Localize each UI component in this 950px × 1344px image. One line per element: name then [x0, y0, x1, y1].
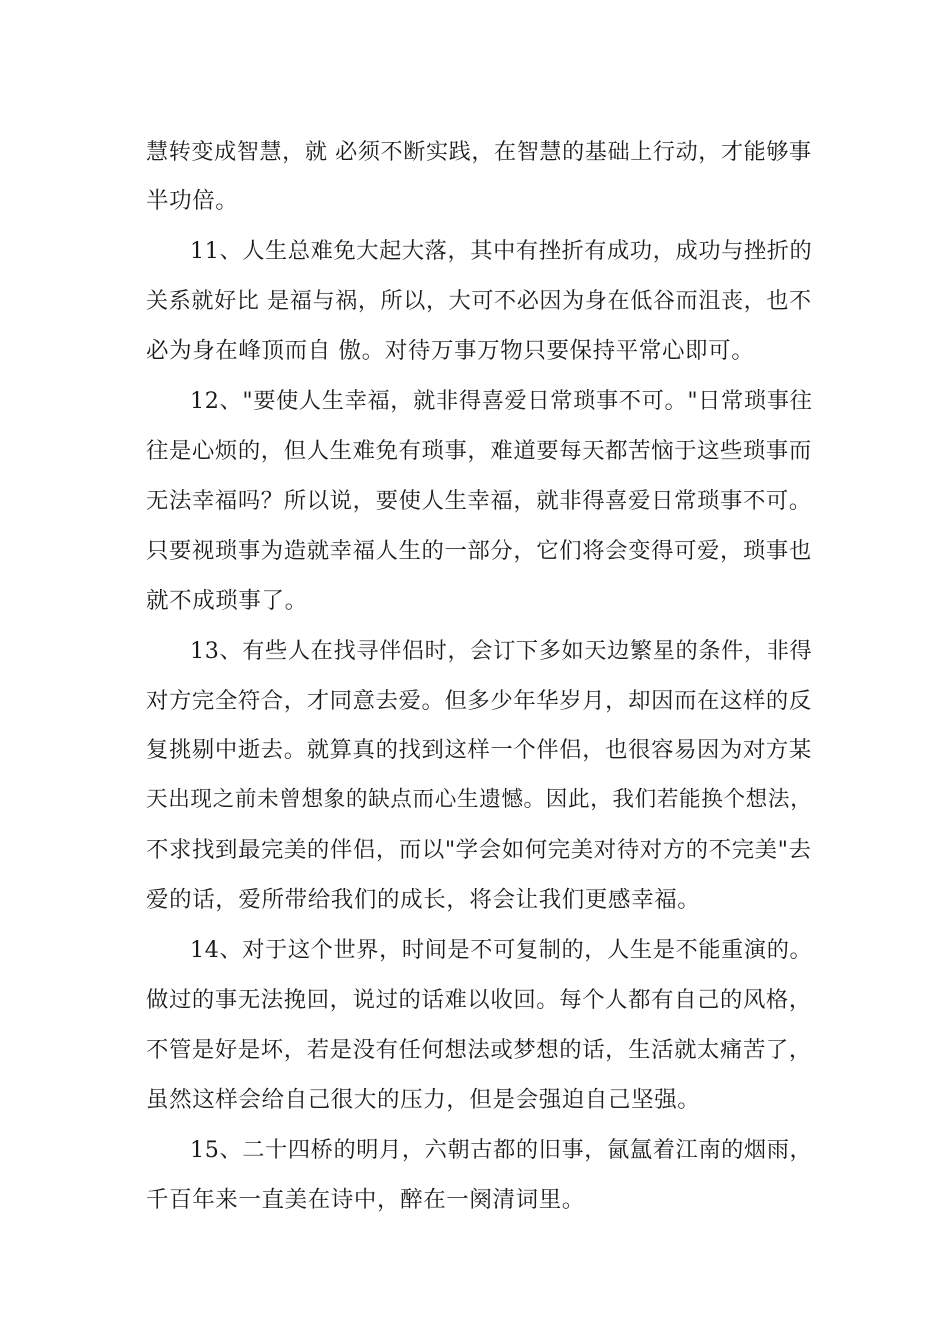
- paragraph-14-first-line: 14、对于这个世界，时间是不可复制的，人生是不能重演的。: [190, 937, 813, 963]
- paragraph-15-first-line: 15、二十四桥的明月，六朝古都的旧事，氤氲着江南的烟雨，: [190, 1137, 813, 1163]
- text-line: 对方完全符合，才同意去爱。但多少年华岁月，却因而在这样的反: [146, 688, 812, 714]
- text-line: 复挑剔中逝去。就算真的找到这样一个伴侣，也很容易因为对方某: [146, 737, 812, 763]
- paragraph-13-first-line: 13、有些人在找寻伴侣时，会订下多如天边繁星的条件，非得: [190, 638, 813, 664]
- text-line: 慧转变成智慧，就 必须不断实践，在智慧的基础上行动，才能够事: [146, 139, 812, 165]
- text-line: 往是心烦的，但人生难免有琐事，难道要每天都苦恼于这些琐事而: [146, 438, 812, 464]
- text-line: 虽然这样会给自己很大的压力，但是会强迫自己坚强。: [146, 1087, 701, 1113]
- text-line: 无法幸福吗？所以说，要使人生幸福，就非得喜爱日常琐事不可。: [146, 488, 812, 514]
- text-line: 关系就好比 是福与祸，所以，大可不必因为身在低谷而沮丧，也不: [146, 288, 812, 314]
- text-line: 必为身在峰顶而自 傲。对待万事万物只要保持平常心即可。: [146, 338, 755, 364]
- text-line: 不求找到最完美的伴侣，而以"学会如何完美对待对方的不完美"去: [146, 837, 812, 863]
- paragraph-11-first-line: 11、人生总难免大起大落，其中有挫折有成功，成功与挫折的: [190, 238, 813, 264]
- text-line: 千百年来一直美在诗中，醉在一阕清词里。: [146, 1187, 585, 1213]
- text-line: 爱的话，爱所带给我们的成长，将会让我们更感幸福。: [146, 887, 701, 913]
- text-line: 只要视琐事为造就幸福人生的一部分，它们将会变得可爱，琐事也: [146, 538, 812, 564]
- text-line: 做过的事无法挽回，说过的话难以收回。每个人都有自己的风格，: [146, 987, 812, 1013]
- paragraph-12-first-line: 12、"要使人生幸福，就非得喜爱日常琐事不可。"日常琐事往: [190, 388, 813, 414]
- text-line: 就不成琐事了。: [146, 588, 308, 614]
- text-line: 半功倍。: [146, 188, 239, 214]
- text-line: 天出现之前未曾想象的缺点而心生遗憾。因此，我们若能换个想法，: [146, 787, 813, 812]
- text-line: 不管是好是坏，若是没有任何想法或梦想的话，生活就太痛苦了，: [146, 1037, 812, 1063]
